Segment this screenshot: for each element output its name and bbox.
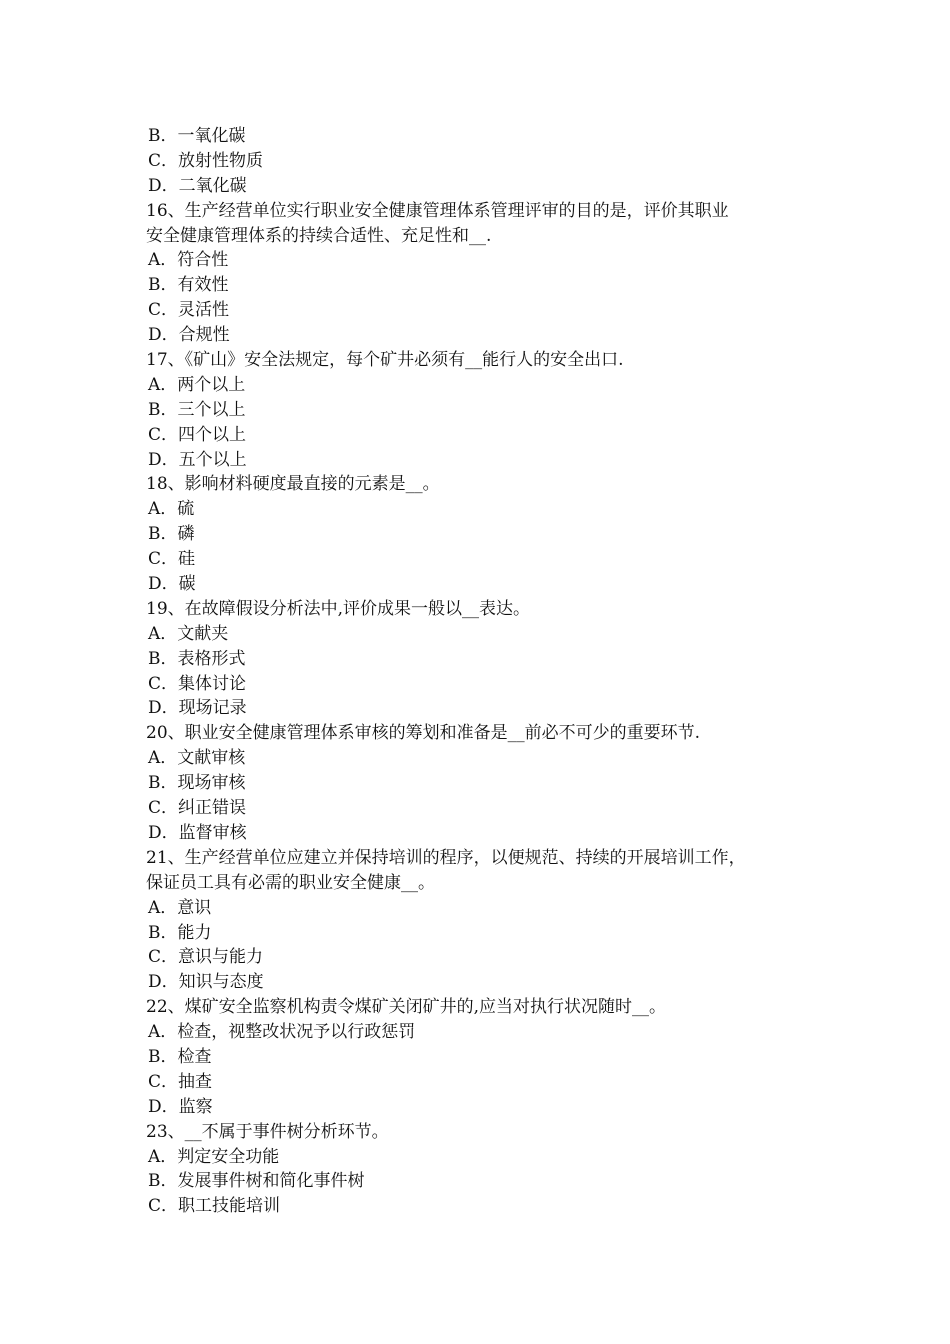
answer-option-line: B．表格形式 — [148, 648, 246, 669]
question-text-line: 安全健康管理体系的持续合适性、充足性和__. — [146, 225, 492, 246]
answer-option-line: C．纠正错误 — [148, 798, 247, 819]
answer-option-line: D．二氧化碳 — [148, 175, 247, 196]
question-text-line: 保证员工具有必需的职业安全健康__。 — [146, 872, 435, 893]
question-text-line: 17、《矿山》安全法规定，每个矿井必须有__能行人的安全出口. — [146, 350, 624, 371]
answer-option-line: C．职工技能培训 — [148, 1196, 281, 1217]
question-text-line: 20、职业安全健康管理体系审核的筹划和准备是__前必不可少的重要环节. — [146, 723, 701, 744]
answer-option-line: C．抽查 — [148, 1071, 213, 1092]
answer-option-line: B．磷 — [148, 524, 195, 545]
answer-option-line: D．知识与态度 — [148, 972, 264, 993]
answer-option-line: B．有效性 — [148, 275, 229, 296]
answer-option-line: B．发展事件树和简化事件树 — [148, 1171, 365, 1192]
answer-option-line: B．一氧化碳 — [148, 126, 246, 146]
answer-option-line: C．灵活性 — [148, 300, 230, 321]
answer-option-line: C．四个以上 — [148, 424, 247, 445]
answer-option-line: B．能力 — [148, 922, 212, 943]
question-text-line: 23、__不属于事件树分析环节。 — [146, 1121, 389, 1142]
question-text-line: 21、生产经营单位应建立并保持培训的程序，以便规范、持续的开展培训工作， — [146, 847, 746, 868]
answer-option-line: B．检查 — [148, 1046, 212, 1067]
answer-option-line: A．两个以上 — [148, 374, 246, 395]
answer-option-line: D．合规性 — [148, 325, 230, 346]
answer-option-line: C．硅 — [148, 549, 196, 570]
answer-option-line: A．文献审核 — [148, 748, 246, 769]
answer-option-line: A．判定安全功能 — [148, 1146, 280, 1167]
answer-option-line: D．现场记录 — [148, 698, 247, 719]
answer-option-line: C．放射性物质 — [148, 150, 264, 171]
answer-option-line: A．意识 — [148, 897, 212, 918]
answer-option-line: B．现场审核 — [148, 773, 246, 794]
answer-option-line: C．意识与能力 — [148, 947, 264, 968]
answer-option-line: A．文献夹 — [148, 623, 229, 644]
answer-option-line: A．检查，视整改状况予以行政惩罚 — [148, 1022, 416, 1043]
document-page — [146, 124, 826, 1219]
answer-option-line: D．监察 — [148, 1096, 213, 1117]
answer-option-line: B．三个以上 — [148, 399, 246, 420]
answer-option-line: D．碳 — [148, 574, 196, 595]
question-text-line: 18、影响材料硬度最直接的元素是__。 — [146, 474, 440, 495]
answer-option-line: C．集体讨论 — [148, 673, 247, 694]
answer-option-line: D．监督审核 — [148, 822, 247, 843]
question-text-line: 19、在故障假设分析法中,评价成果一般以__表达。 — [146, 598, 531, 619]
question-text-line: 22、煤矿安全监察机构责令煤矿关闭矿井的,应当对执行状况随时__。 — [146, 997, 667, 1018]
answer-option-line: A．符合性 — [148, 250, 229, 271]
answer-option-line: A．硫 — [148, 499, 195, 520]
question-text-line: 16、生产经营单位实行职业安全健康管理体系管理评审的目的是，评价其职业 — [146, 200, 729, 221]
answer-option-line: D．五个以上 — [148, 449, 247, 470]
